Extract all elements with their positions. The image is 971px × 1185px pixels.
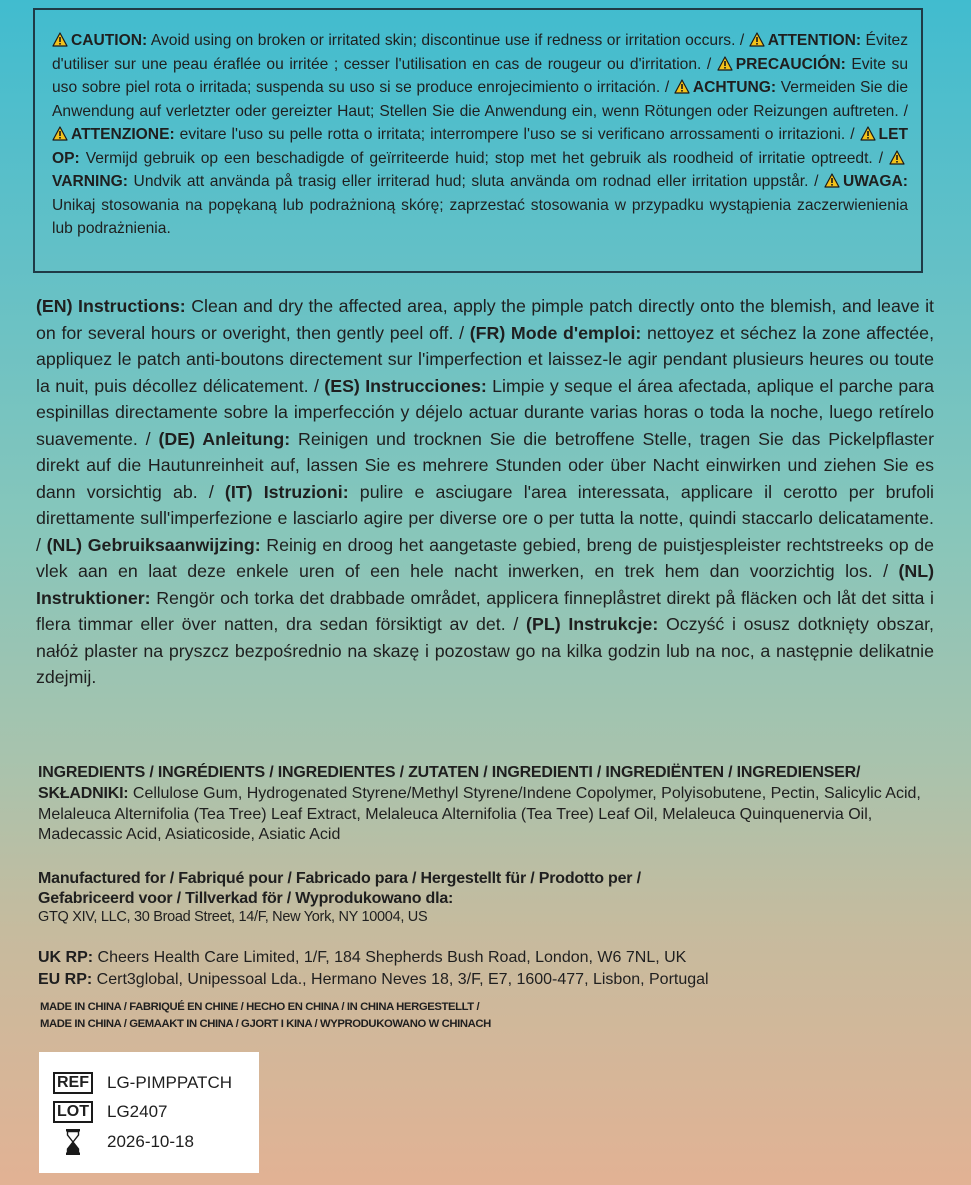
instructions-text: Limpie y seque el área afectada, aplique el parche para espinillas directamente sobre la imperfección y déjelo actuar durante varias horas o toda la noche, luego retírelo suavemente. / (36, 375, 934, 449)
instructions-label: (ES) Instrucciones: (324, 375, 487, 396)
caution-text: Vermijd gebruik op een beschadigde of geïrriteerde huid; stop met het gebruik als roodheid of irritatie optreedt. / (79, 149, 889, 167)
manufacturer-heading-line2: Gefabriceerd voor / Tillverkad för / Wyprodukowano dla: (38, 889, 454, 907)
ref-value: LG-PIMPPATCH (107, 1073, 232, 1092)
ref-symbol: REF (53, 1072, 93, 1094)
caution-label: ATTENTION: (767, 32, 862, 49)
manufacturer-block (38, 869, 928, 928)
instructions-block (36, 293, 934, 691)
eu-rp (38, 969, 928, 991)
lot-symbol: LOT (53, 1101, 93, 1123)
warning-icon (860, 126, 876, 141)
instructions-text: Reinigen und trocknen Sie die betroffene Stelle, tragen Sie das Pickelpflaster direkt auf die Hautunreinheit auf, lassen Sie es mehrere Stunden oder über Nacht einwirken und ziehen Sie es dann vorsichtig ab. / (36, 428, 934, 502)
made-in-line1: MADE IN CHINA / FABRIQUÉ EN CHINE / HECHO EN CHINA / IN CHINA HERGESTELLT / (40, 1001, 480, 1013)
eu-rp-label: EU RP: (38, 970, 93, 988)
caution-en (52, 32, 749, 49)
made-in-block (40, 999, 930, 1033)
caution-text: evitare l'uso su pelle rotta o irritata; interrompere l'uso se si verificano arrossamenti o irritazioni. / (174, 126, 860, 143)
product-label-card (39, 1052, 259, 1173)
instructions-text: Oczyść i osusz dotknięty obszar, nałóż plaster na pryszcz bezpośrednio na skazę i pozostaw go na kilka godzin lub na noc, a następnie delikatnie zdejmij. (36, 614, 934, 687)
warning-icon (52, 126, 68, 141)
instructions-text: Rengör och torka det drabbade området, applicera finneplåstret direkt på fläcken och låt det sitta i flera timmar eller över natten, dra sedan försiktigt av det. / (36, 587, 934, 634)
caution-label: PRECAUCIÓN: (735, 55, 846, 73)
hourglass-icon (53, 1129, 93, 1155)
warning-icon (889, 150, 905, 165)
caution-label: LET OP: (52, 126, 908, 167)
caution-box (33, 8, 923, 273)
uk-rp (38, 947, 928, 969)
manufacturer-heading-line1: Manufactured for / Fabriqué pour / Fabricado para / Hergestellt für / Prodotto per / (38, 870, 641, 887)
instructions-label: (IT) Istruzioni: (224, 481, 349, 502)
uk-rp-label: UK RP: (38, 949, 94, 966)
instructions-text: Clean and dry the affected area, apply the pimple patch directly onto the blemish, and leave it on for several hours or overight, then gently peel off. / (36, 296, 934, 343)
caution-text: Avoid using on broken or irritated skin; discontinue use if redness or irritation occurs. / (147, 32, 749, 49)
instructions-label: (NL) Gebruiksaanwijzing: (46, 534, 261, 555)
caution-label: VARNING: (52, 173, 128, 190)
warning-icon (674, 79, 690, 94)
caution-text: Undvik att använda på trasig eller irriterad hud; sluta använda om rodnad eller irritation uppstår. / (127, 173, 825, 190)
ingredients-block (38, 763, 928, 846)
caution-text: Évitez d'utiliser sur une peau éraflée ou irritée ; cesser l'utilisation en cas de rougeur ou d'irritation. / (52, 32, 909, 73)
expiry-row (53, 1129, 194, 1155)
expiry-value: 2026-10-18 (107, 1132, 194, 1151)
uk-rp-text: Cheers Health Care Limited, 1/F, 184 Shepherds Bush Road, London, W6 7NL, UK (93, 949, 687, 966)
caution-it (52, 126, 860, 143)
caution-label: UWAGA: (843, 173, 908, 190)
instructions-label: (NL) Instruktioner: (36, 561, 934, 608)
ingredients-list: Cellulose Gum, Hydrogenated Styrene/Methyl Styrene/Indene Copolymer, Polyisobutene, Pectin, Salicylic Acid, Melaleuca Alternifolia (Tea Tree) Leaf Extract, Melaleuca Alternifolia (Tea Tree) Leaf Oil, Melaleuca Quinquenervia Oil, Madecassic Acid, Asiaticoside, Asiatic Acid (38, 784, 921, 844)
instructions-label: (DE) Anleitung: (158, 428, 291, 449)
instructions-text: pulire e asciugare l'area interessata, applicare il cerotto per brufoli direttamente sull'imperfezione e lasciarlo agire per diverse ore o per tutta la notte, quindi staccarlo delicatamente. / (36, 481, 934, 555)
warning-icon (52, 32, 68, 47)
caution-text: Evite su uso sobre piel rota o irritada; suspenda su uso si se produce enrojecimiento o irritación. / (52, 55, 908, 96)
instructions-label: (EN) Instructions: (36, 296, 186, 316)
made-in-line2: MADE IN CHINA / GEMAAKT IN CHINA / GJORT I KINA / WYPRODUKOWANO W CHINACH (40, 1018, 491, 1030)
caution-label: CAUTION: (71, 32, 148, 49)
warning-icon (824, 173, 840, 188)
eu-rp-text: Cert3global, Unipessoal Lda., Hermano Neves 18, 3/F, E7, 1600-477, Lisbon, Portugal (92, 970, 709, 988)
ref-row (53, 1072, 232, 1094)
caution-text: Vermeiden Sie die Anwendung auf verletzter oder gereizter Haut; Stellen Sie die Anwendung ein, wenn Rötungen oder Reizungen auftreten. / (52, 79, 908, 120)
lot-value: LG2407 (107, 1102, 168, 1121)
warning-icon (749, 32, 765, 47)
instructions-label: (FR) Mode d'emploi: (469, 322, 642, 343)
manufacturer-address: GTQ XIV, LLC, 30 Broad Street, 14/F, New York, NY 10004, US (38, 909, 428, 925)
warning-icon (717, 56, 733, 71)
instructions-text: Reinig en droog het aangetaste gebied, breng de puistjespleister rechtstreeks op de vlek aan en laat deze enkele uren of een hele nacht inwerken, en trek hem dan voorzichtig los. / (36, 534, 934, 581)
caution-label: ACHTUNG: (692, 79, 777, 96)
caution-text: Unikaj stosowania na popękaną lub podrażnioną skórę; zaprzestać stosowania w przypadku wystąpienia zaczerwienienia lub podrażnienia. (52, 196, 908, 237)
instructions-text: nettoyez et séchez la zone affectée, appliquez le patch anti-boutons directement sur l'imperfection et laissez-le agir pendant plusieurs heures ou toute la nuit, puis décollez délicatement. / (36, 322, 935, 396)
responsible-person-block (38, 947, 928, 990)
lot-row (53, 1101, 168, 1123)
ingredients-heading: INGREDIENTS / INGRÉDIENTS / INGREDIENTES / ZUTATEN / INGREDIENTI / INGREDIËNTEN / INGREDIENSER/ SKŁADNIKI: (38, 764, 861, 802)
instructions-label: (PL) Instrukcje: (526, 614, 659, 634)
caution-label: ATTENZIONE: (71, 126, 175, 143)
